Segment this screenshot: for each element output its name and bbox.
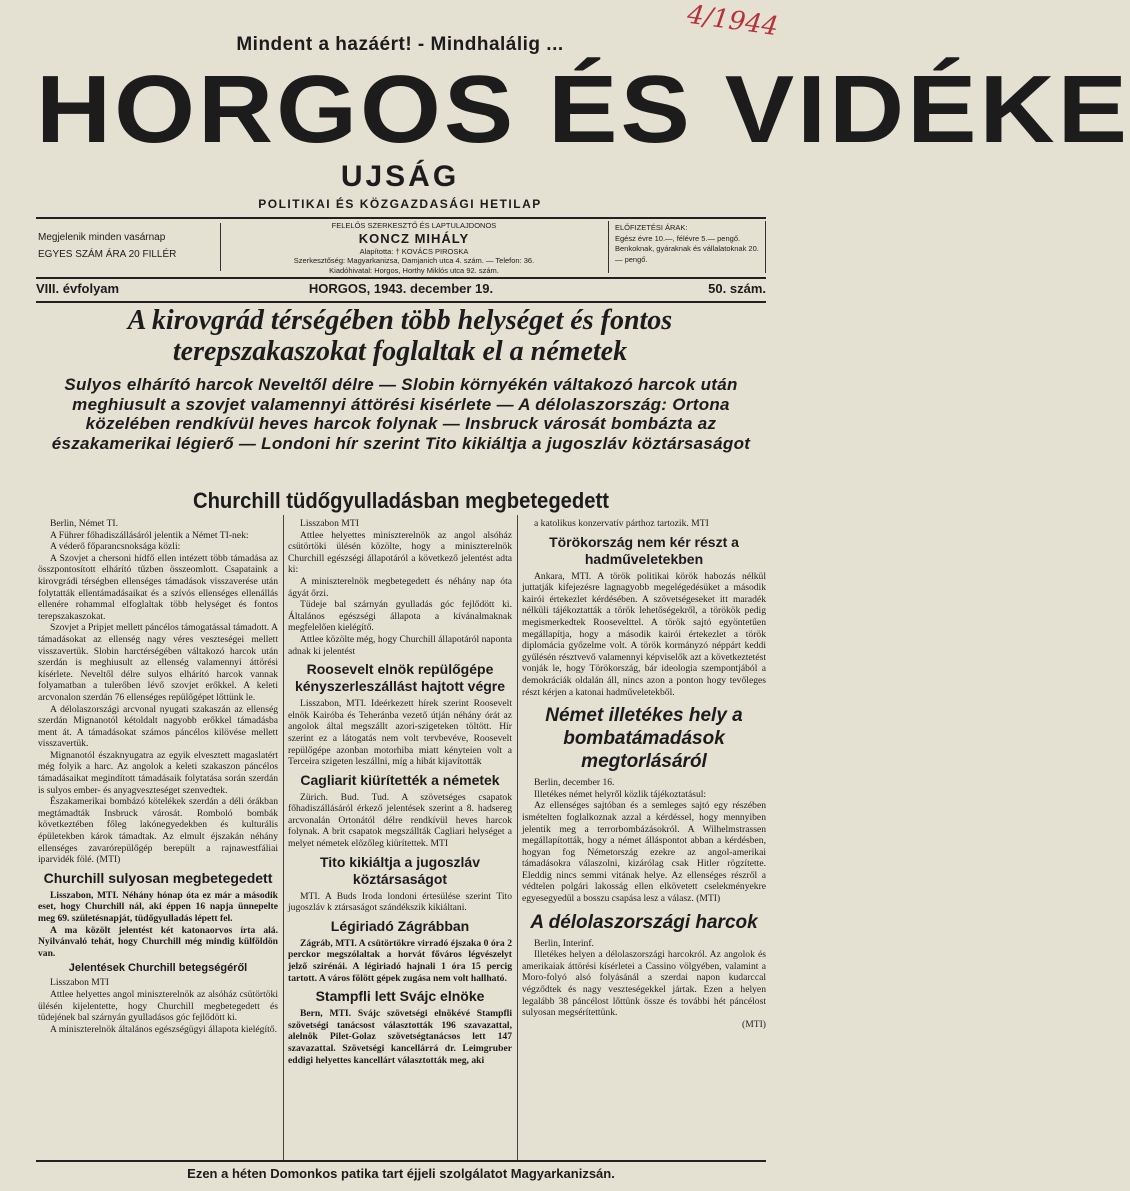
article-heading: Tito kikiáltja a jugoszláv köztársaságot (319, 853, 480, 887)
masthead-tagline: POLITIKAI ÉS KÖZGAZDASÁGI HETILAP (258, 197, 542, 211)
paragraph: A ma közölt jelentést két katonaorvos írta alá. Nyilvánvaló tehát, hogy Churchill még mindig külföldön van. (38, 924, 278, 959)
paragraph: Attlee helyettes angol miniszterelnök az alsóház csütörtöki ülésén kijelentette, hogy Churchill megbetegedett és tüdejének bal szárnyán gyulladásos góc fejlődött ki. (38, 988, 278, 1024)
paragraph: Mignanotól északnyugatra az egyik elvesztett magaslatért még folyik a harc. Az angolok a keleti szakaszon páncélos támadásaikat megindított támadásaik folytatása során szerdán is sulyos ember- és anyagveszteséget szenvedtek. (38, 749, 278, 796)
paragraph: Bern, MTI. Svájc szövetségi elnökévé Stampfli szövetségi tanácsost választották 196 szavazattal, alelnök Pilet-Golaz szövetségtanácsos lett 147 szavazattal. Szövetségi kancellárrá dr. Leimgruber eddigi helyettes kancellárt választották meg, aki (288, 1008, 512, 1066)
article-heading: Churchill sulyosan megbetegedett (43, 869, 273, 886)
business-rate-line: Benkoknak, gyáraknak és vállalatoknak 20.— pengő. (615, 244, 759, 264)
editorial-address: Szerkesztőség: Magyarkanizsa, Damjanich utca 4. szám. — Telefon: 36. (293, 256, 535, 265)
column-divider (283, 515, 284, 1160)
editor-title: FELELŐS SZERKESZTŐ ÉS LAPTULAJDONOS (331, 221, 497, 230)
headline-deck: Sulyos elhárító harcok Neveltől délre — Slobin környékén váltakozó harcok után meghiusult a szovjet valamennyi áttörési kisérlete — A délolaszország: Ortona közelében rendkívül heves harcok folynak — Insbruck városát bombázta az északamerikai légierő — Londoni hír szerint Tito kikiáltja a jugoszláv köztársaságot (51, 375, 751, 453)
subscription-line: Egész évre 10.—, félévre 5.— pengő. (615, 233, 741, 243)
schedule-line: Megjelenik minden vasárnap (38, 232, 166, 243)
issue-number: 50. szám. (708, 281, 766, 296)
footer-notice: Ezen a héten Domonkos patika tart éjjeli szolgálatot Magyarkanizsán. (36, 1160, 766, 1188)
place-date: HORGOS, 1943. december 19. (308, 281, 494, 296)
paragraph: Attlee közölte még, hogy Churchill állapotáról naponta adnak ki jelentést (288, 633, 512, 657)
paragraph: MTI. A Buds Iroda londoni értesülése szerint Tito jugoszláv k ztársaságot szándékszik kikiáltani. (288, 890, 512, 914)
subscription-title: ELŐFIZETÉSI ÁRAK: (615, 223, 688, 232)
paragraph: Tüdeje bal szárnyán gyulladás góc fejlődött ki. Általános egészségi állapota a kívánalmaknak megfelelően kielégítő. (288, 599, 512, 634)
publisher-address: Kiadóhivatal: Horgos, Horthy Miklós utca 92. szám. (329, 265, 499, 275)
paragraph: Az ellenséges sajtóban és a semleges sajtó egy részében ismételten foglalkoznak azzal a kérdéssel, hogy mennyiben jelentik meg a terrorbombázásokról. A Wilhelmstrassen megállapították, hogy a német álláspontot abban a kérdésben, hogyan fog Németország ezekre az angol-amerikai támadásokra válaszolni, kizárólag csak Hitler rögzítette. Eleddig nincs semmi vitának helye. Az ellenséges részről a védtelen polgári lakosság ellen elkövetett cselekményekre egyesegyedül a bosszu csapása lesz a válasz. (MTI) (522, 800, 766, 905)
main-subheadline: Churchill tüdőgyulladásban megbetegedett (192, 488, 610, 513)
paragraph: Zágráb, MTI. A csütörtökre virradó éjszaka 0 óra 2 perckor megszólaltak a horvát főváros légvészelyt jelző szirénái. A légiriadó hajnali 1 óra 15 percig tartott. A város fölött gépek zugása nem volt hallható. (288, 937, 512, 984)
volume: VIII. évfolyam (36, 281, 120, 296)
subscription-prices (608, 221, 766, 273)
paragraph: Illetékes német helyről közlik tájékoztatásul: (534, 788, 707, 800)
paragraph: A délolaszországi arcvonal nyugati szakaszán az ellenség szerdán Mignanotól kétoldalt nagyobb erőkkel támadásba ment át. A támadásokat számos páncélos kilövése mellett visszavertük. (38, 703, 278, 750)
masthead-subtitle: UJSÁG (340, 160, 460, 193)
column-divider (517, 515, 518, 1160)
paragraph: a katolikus konzervatív párthoz tartozik. MTI (534, 518, 709, 529)
article-heading: Jelentések Churchill betegségéről (68, 962, 248, 975)
publication-info-bar (36, 217, 766, 279)
dateline: Berlin, Interinf. (534, 937, 594, 949)
article-heading: Légiriadó Zágrábban (330, 917, 470, 934)
paragraph: Illetékes helyen a délolaszországi harcokról. Az angolok és amerikaiak áttörési kísérletei a Cassino völgyében, valamint a Moro-folyó alsó folyásánál a szerdai napon kudarccal végződtek és nagy veszteségekkel jártak. Ezen a helyen legalább 38 páncélost lőttünk össze és további hét páncélost sulyosan megsérítettünk. (522, 949, 766, 1019)
dateline: Berlin, december 16. (534, 777, 615, 789)
article-heading: Cagliarit kiürítették a németek (300, 771, 500, 788)
article-heading: Roosevelt elnök repülőgépe kényszerleszállást hajtott végre (294, 661, 506, 695)
dateline: Lisszabon MTI (50, 977, 109, 989)
paragraph: A Szovjet a chersoni hídfő ellen intézett több támadása az összpontosított elhárító tűzben összeomlott. Csapataink a kirovgrádi térségben ellenséges támadások visszaverése után folytatták ellentámadásaikat és a szívós ellenséges ellenállás ellenére rohammal elfoglaltak több helységet és fontos terepszakaszokat. (38, 552, 278, 622)
article-heading: Német illetékes hely a bombatámadások megtorlásáról (545, 705, 743, 773)
editor-name: KONCZ MIHÁLY (358, 230, 470, 246)
paragraph: Attlee helyettes miniszterelnök az angol alsóház csütörtöki ülésén közölte, hogy a miniszterelnök Churchill egészségi állapotáról a következő jelentést adta ki: (288, 529, 512, 576)
article-column-3 (522, 518, 766, 1030)
motto: Mindent a hazáért! - Mindhalálig ... (236, 34, 564, 55)
paragraph: Szovjet a Pripjet mellett páncélos támogatással támadott. A támadásokat az ellenség nagy véres veszteségei mellett visszavertük. Slobin harctérségében váltakozó harcok után szerdán is meghiusult az ellenség valamennyi áttörési kísérlete. Neveltől délre sulyos elhárító harcok vannak folyamatban a tulerőben lévő szovjet erőkkel. A keleti arcvonalon szerdán 76 ellenséges repülőgépet lőttünk le. (38, 622, 278, 703)
paragraph: Lisszabon, MTI. Ideérkezett hírek szerint Roosevelt elnök Kairóba és Teheránba vezető útján néhány órát az angolok által megszállt azori-szigeteken töltött. Hír szerint ez a látogatás nem volt tervbevéve, Roosevelt repülőgépe azonban motorhiba miatt kényteien volt a Terceira szigeten leszállni, míg a hibát kijavították (288, 698, 512, 768)
founder-line: Alapította: † KOVÁCS PIROSKA (359, 246, 469, 256)
article-heading: Törökország nem kér részt a hadműveletekben (549, 533, 739, 567)
price-line: EGYES SZÁM ÁRA 20 FILLÉR (38, 249, 177, 260)
publication-schedule (36, 223, 221, 271)
article-heading: A délolaszországi harcok (530, 911, 758, 933)
paragraph: A Führer főhadiszállásáról jelentik a Német TI-nek: (50, 529, 249, 541)
handwritten-note: 4/1944 (684, 0, 780, 43)
dateline: Lisszabon MTI (300, 518, 359, 529)
paragraph: Lisszabon, MTI. Néhány hónap óta ez már a második eset, hogy Churchill nál, aki éppen 16 napja ünnepelte meg 69. születésnapját, tüdőgyulladás lépett fel. (38, 889, 278, 924)
paragraph: A véderő főparancsnoksága közli: (50, 541, 181, 553)
editor-info (224, 221, 604, 275)
main-headline: A kirovgrád térségében több helységet és fontos terepszakaszokat foglaltak el a németek (127, 305, 673, 367)
masthead-title: HORGOS ÉS VIDÉKE (36, 56, 1130, 164)
issue-bar (36, 277, 766, 303)
paragraph: A miniszterelnök megbetegedett és néhány nap óta ágyát őrzi. (288, 575, 512, 599)
article-heading: Stampfli lett Svájc elnöke (315, 988, 485, 1005)
article-column-2 (288, 518, 512, 1066)
paragraph: A miniszterelnök általános egészségügyi állapota kielégítő. (50, 1023, 277, 1035)
source-tag: (MTI) (742, 1018, 766, 1030)
article-column-1 (38, 518, 278, 1035)
paragraph: Zürich. Bud. Tud. A szövetséges csapatok főhadiszállásáról érkező jelentések szerint a 8. hadsereg arcvonalán Ortonától délre rendkívül heves harcok folynak. A brit csapatok megszállták Cagliari helységet a melyet németek előzőleg kiürítettek. MTI (288, 791, 512, 850)
dateline: Berlin, Német TI. (50, 518, 119, 529)
paragraph: Északamerikai bombázó kötelékek szerdán a déli órákban megtámadták Insbruck városát. Romboló bombák következtében főleg lakónegyedekben és kulturális épületekben károk támadtak. Az elmult éjszakán néhány ellenséges zavarórepülőgép berepült a rajnawestfáliai iparvidék fölé. (MTI) (38, 796, 278, 866)
paragraph: Ankara, MTI. A török politikai körök habozás nélkül juttatják kifejezésre lagnagyobb megelégedésüket a második kairói értekezlet kérdésében. A szövetségeseket itt maradék nélküli tájékoztatták a török lehetőségekről, a törökök pedig megismerkedtek Roosevelttel. A török sajtó egyöntetűen megállapítja, hogy a második kairói értekezlet a török diplomácia győzelme volt. A török kormányzó néppárt keddi gyűlésén résztvevő valamennyi képviselők azt a következtetést vonják le, hogy Törökország, bár ideologia szempontjából a demokráciák oldalán áll, nincs azon a ponton hogy tevőleges részt kérjen a katonai hadműveletekből. (522, 570, 766, 698)
